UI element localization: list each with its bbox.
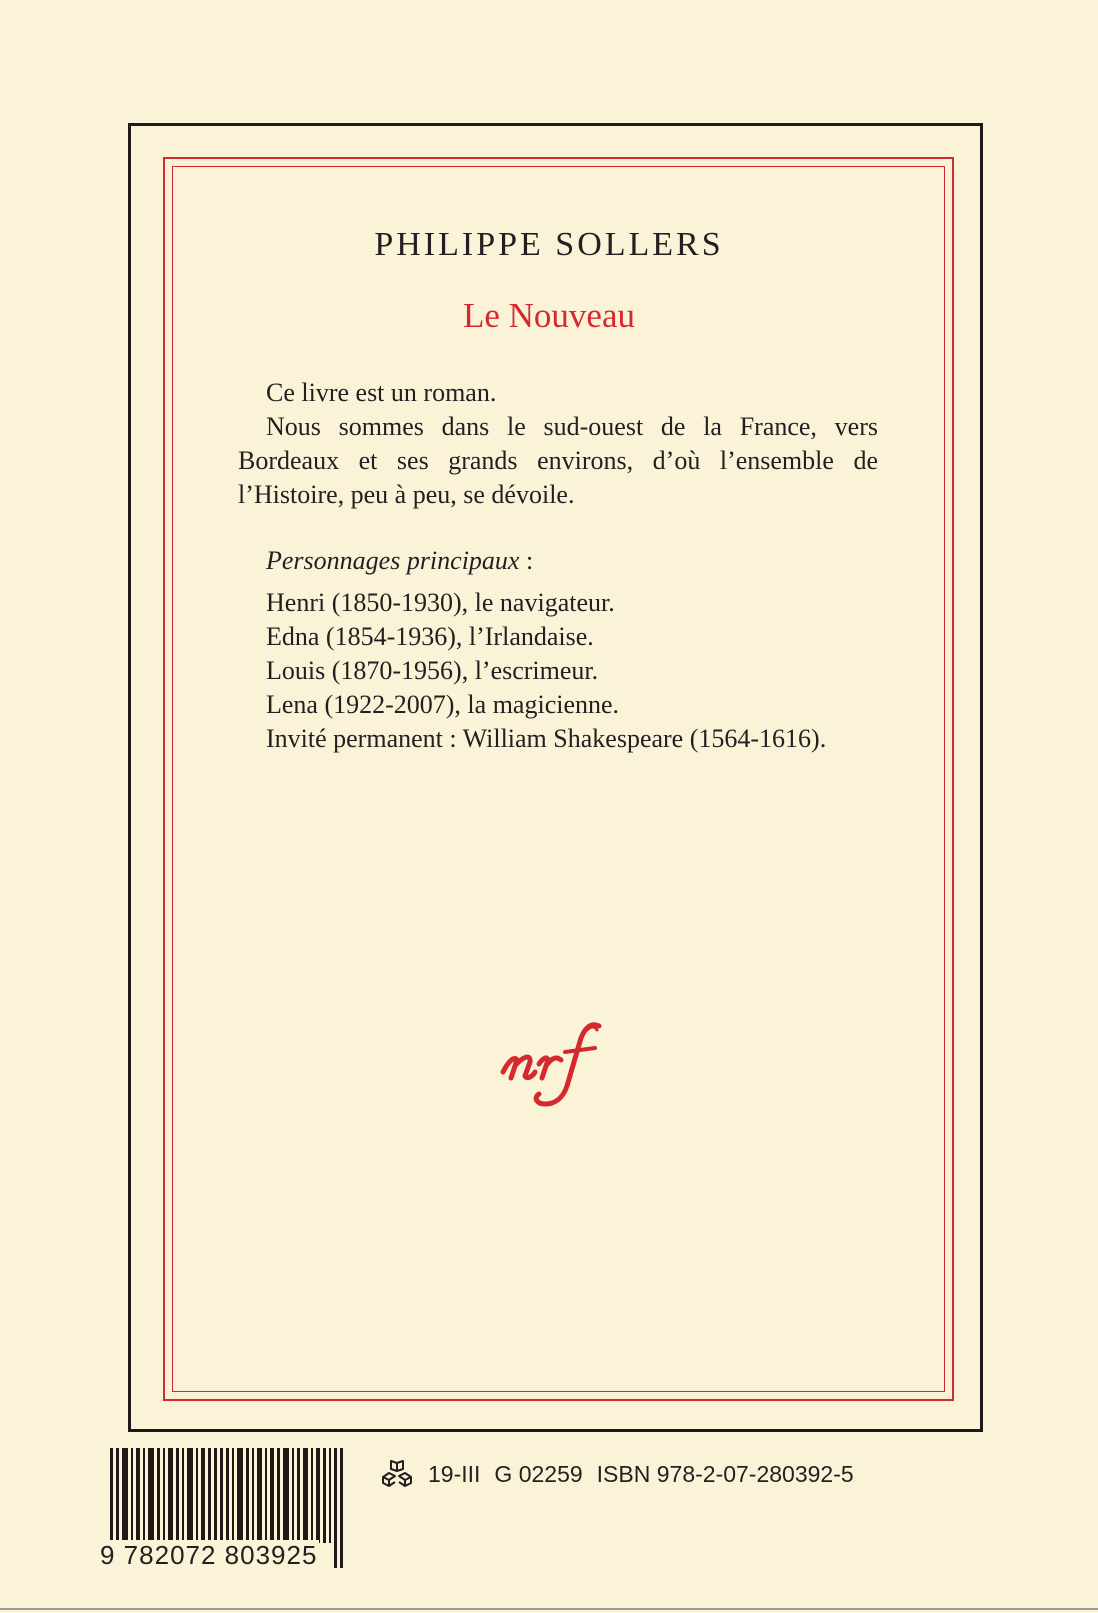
catalog-number: G 02259 xyxy=(494,1460,583,1487)
characters-heading-text: Personnages principaux xyxy=(266,546,520,575)
blurb-line-2: Nous sommes dans le sud-ouest de la France, vers Bordeaux et ses grands environs, d’où l’ensemble de l’Histoire, peu à peu, se dévoile. xyxy=(238,412,878,509)
bottom-rule xyxy=(0,1608,1098,1610)
edition-code: 19-III xyxy=(428,1460,481,1487)
character-item: Louis (1870-1956), l’escrimeur. xyxy=(266,656,599,685)
barcode-digits: 9 782072 803925 xyxy=(100,1540,318,1570)
character-item: Lena (1922-2007), la magicienne. xyxy=(266,690,620,719)
characters-heading-colon: : xyxy=(519,546,534,575)
red-frame-inner xyxy=(172,166,945,1392)
character-item: Edna (1854-1936), l’Irlandaise. xyxy=(266,622,594,651)
author-name: PHILIPPE SOLLERS xyxy=(374,226,724,263)
blurb-line-1: Ce livre est un roman. xyxy=(266,378,497,407)
book-title: Le Nouveau xyxy=(462,296,635,335)
isbn-number: ISBN 978-2-07-280392-5 xyxy=(596,1460,854,1487)
character-item: Henri (1850-1930), le navigateur. xyxy=(266,588,615,617)
nrf-monogram-icon xyxy=(495,1020,620,1110)
isbn-line xyxy=(380,1459,854,1489)
blurb xyxy=(238,376,878,512)
characters-heading xyxy=(266,546,533,576)
character-item: Invité permanent : William Shakespeare (1564-1616). xyxy=(266,724,827,753)
publisher-books-icon xyxy=(380,1459,414,1489)
characters-list xyxy=(266,586,826,756)
